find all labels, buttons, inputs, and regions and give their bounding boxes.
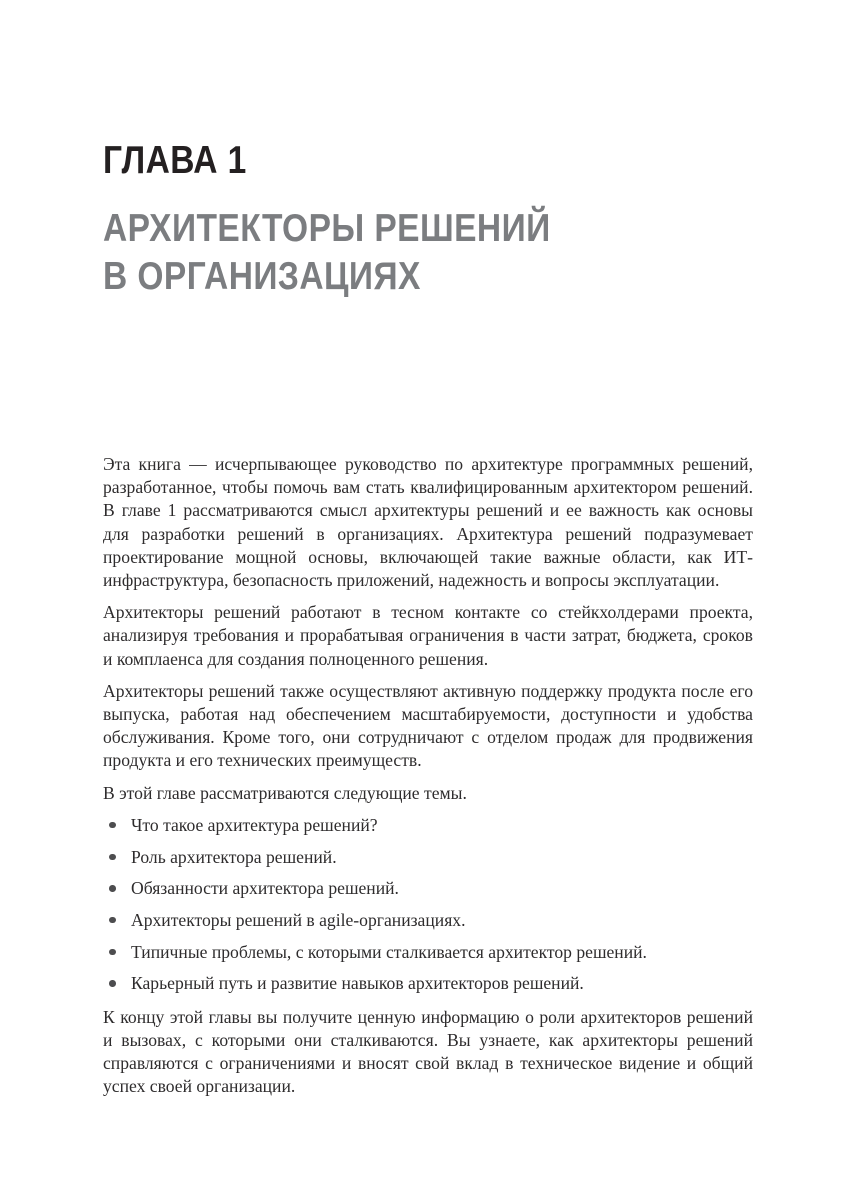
bullet-icon	[109, 917, 116, 924]
list-item-label: Что такое архитектура решений?	[131, 814, 378, 835]
list-item-label: Типичные проблемы, с которыми сталкивается архитектор решений.	[131, 941, 647, 962]
chapter-title-line-2: В ОРГАНИЗАЦИЯХ	[103, 255, 421, 298]
bullet-icon	[109, 854, 116, 861]
list-item	[103, 972, 753, 995]
paragraph-stakeholders: Архитекторы решений работают в тесном контакте со стейкхолдерами проекта, анализируя требования и прорабатывая ограничения в части затрат, бюджета, сроков и комплаенса для создания полноценного решения.	[103, 602, 753, 669]
paragraph-intro: Эта книга — исчерпывающее руководство по архитектуре программных решений, разработанное, чтобы помочь вам стать квалифицированным архитектором решений. В главе 1 рассматриваются смысл архитектуры решений и ее важность как основы для разработки решений в организациях. Архитектура решений подразумевает проектирование мощной основы, включающей такие важные области, как ИТ-инфраструктура, безопасность приложений, надежность и вопросы эксплуатации.	[103, 454, 753, 591]
topics-intro: В этой главе рассматриваются следующие темы.	[103, 782, 467, 803]
topics-list	[103, 814, 753, 996]
paragraph-product-support: Архитекторы решений также осуществляют активную поддержку продукта после его выпуска, работая над обеспечением масштабируемости, доступности и удобства обслуживания. Кроме того, они сотрудничают с отделом продаж для продвижения продукта и его технических преимуществ.	[103, 680, 753, 771]
paragraph-closing: К концу этой главы вы получите ценную информацию о роли архитекторов решений и вызовах, с которыми они сталкиваются. Вы узнаете, как архитекторы решений справляются с ограничениями и вносят свой вклад в техническое видение и общий успех своей организации.	[103, 1006, 753, 1097]
list-item-label: Обязанности архитектора решений.	[131, 878, 399, 899]
chapter-heading	[103, 141, 662, 301]
bullet-icon	[109, 980, 116, 987]
chapter-title	[103, 205, 662, 301]
bullet-icon	[109, 885, 116, 892]
list-item-label: Роль архитектора решений.	[131, 846, 337, 867]
list-item	[103, 941, 753, 964]
list-item	[103, 909, 753, 932]
chapter-title-line-1: АРХИТЕКТОРЫ РЕШЕНИЙ	[103, 207, 551, 250]
list-item-label: Архитекторы решений в agile-организациях.	[131, 909, 466, 930]
chapter-body	[103, 453, 753, 1098]
list-item	[103, 877, 753, 900]
list-item-label: Карьерный путь и развитие навыков архитекторов решений.	[131, 973, 584, 994]
list-item	[103, 814, 753, 837]
bullet-icon	[109, 949, 116, 956]
chapter-number: ГЛАВА 1	[103, 139, 247, 182]
list-item	[103, 846, 753, 869]
bullet-icon	[109, 822, 116, 829]
